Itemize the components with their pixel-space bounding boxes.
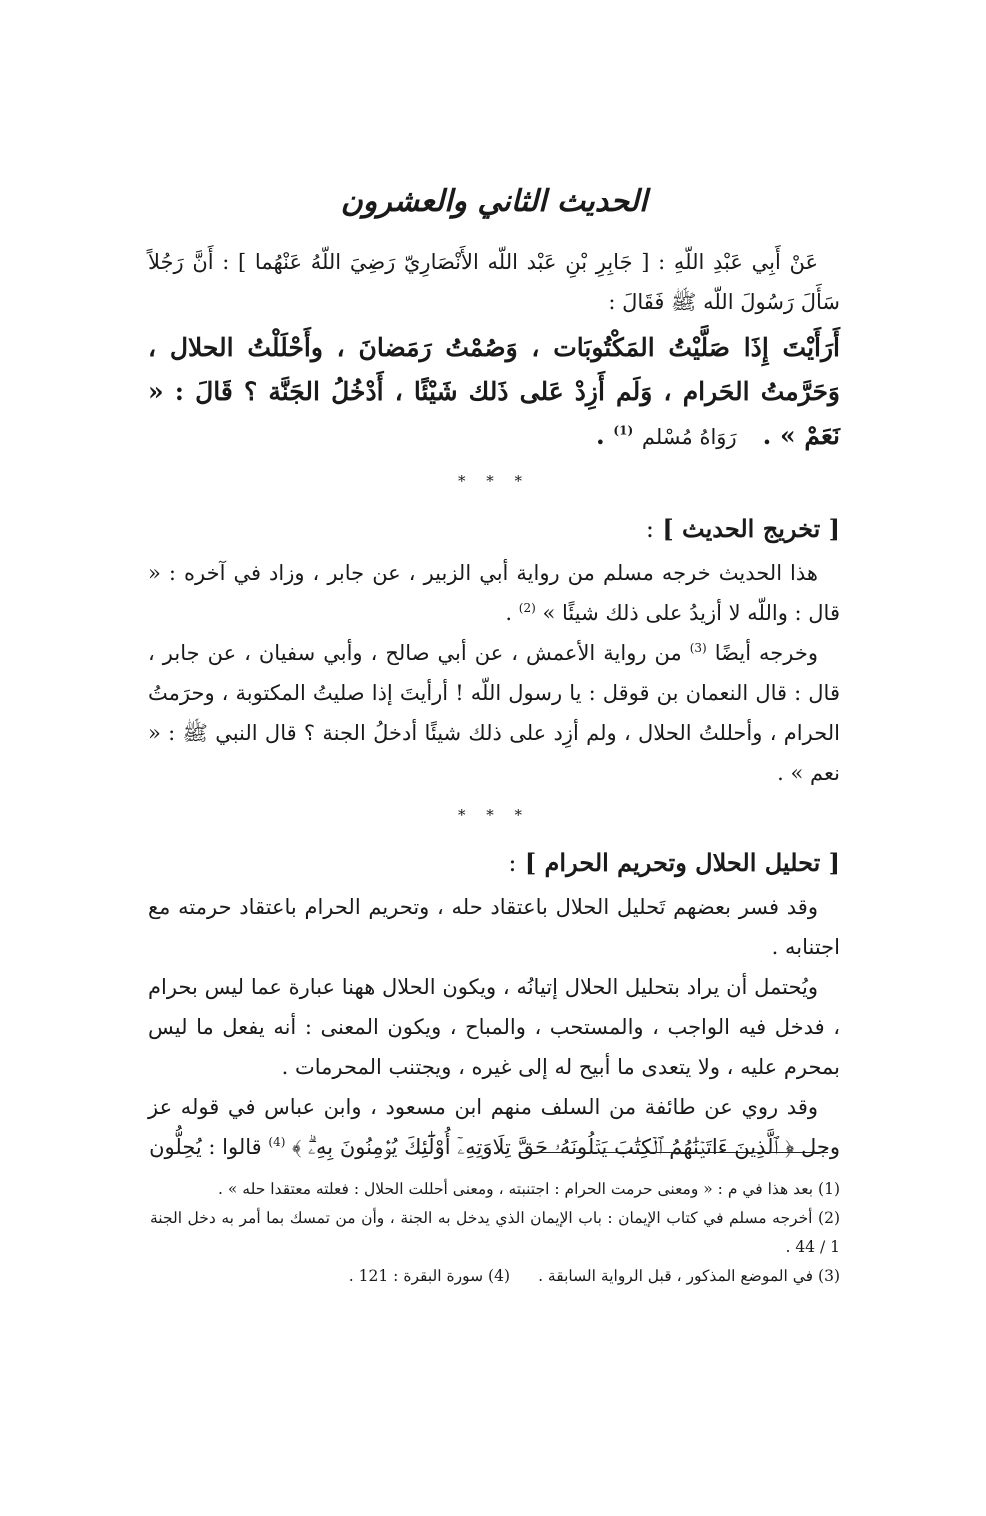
isnad-paragraph: عَنْ أَبِي عَبْدِ اللّهِ : [ جَابِرِ بْنِ عَبْد اللّه الأَنْصَارِيّ رَضِيَ اللّهُ عَنْهُما ] : أَنَّ رَجُلاً سَأَلَ رَسُولَ اللّه ﷺ فَقَالَ : bbox=[148, 250, 840, 314]
footnote-4: (4) سورة البقرة : 121 . bbox=[348, 1267, 510, 1285]
section-heading-tahlil bbox=[148, 843, 840, 883]
tahlil-paragraph-2: ويُحتمل أن يراد بتحليل الحلال إتيانُه ، ويكون الحلال ههنا عبارة عما ليس بحرام ، فدخل فيه الواجب ، والمستحب ، والمباح ، ويكون المعنى : أنه يفعل ما ليس بمحرم عليه ، ولا يتعدى ما أبيح له إلى غيره ، ويجتنب المحرمات . bbox=[148, 975, 840, 1079]
separator-stars-2: * * * bbox=[457, 806, 531, 824]
hadith-title: الحديث الثاني والعشرون bbox=[340, 184, 648, 219]
section-heading-takhrij bbox=[148, 509, 840, 549]
footnote-1: (1) بعد هذا في م : « ومعنى حرمت الحرام : اجتنبته ، ومعنى أحللت الحلال : فعلته معتقدا حله » . bbox=[218, 1180, 840, 1198]
footnote-ref-3[interactable]: (3) bbox=[689, 641, 707, 655]
matn-text: أَرَأَيْتَ إِذَا صَلَّيْتُ المَكْتُوبَات ، وَصُمْتُ رَمَضانَ ، وأَحْلَلْتُ الحلال ، وَحَرَّمتُ الحَرام ، وَلَم أَزِدْ عَلى ذَلك شَيْئًا ، أَدْخُلُ الجَنَّة ؟ قَالَ : « نَعَمْ » . bbox=[148, 333, 840, 450]
footnote-divider bbox=[520, 1152, 828, 1153]
tahlil-p3-end: قالوا : يُحِلُّون bbox=[149, 1135, 262, 1159]
takhrij-p1-end: . bbox=[505, 601, 513, 625]
takhrij-paragraph-2 bbox=[148, 633, 840, 793]
takhrij-p2-rest: من رواية الأعمش ، عن أبي صالح ، وأبي سفيان ، عن جابر ، قال : قال النعمان بن قوقل : يا رسول اللّه ! أرأيتَ إذا صليتُ المكتوبة ، وحرَمتُ الحرام ، وأحللتُ الحلال ، ولم أزِد على ذلك شيئًا أدخلُ الجنة ؟ قال النبي ﷺ : « نعم » . bbox=[148, 641, 840, 785]
takhrij-p1-text: هذا الحديث خرجه مسلم من رواية أبي الزبير ، عن جابر ، وزاد في آخره : « قال : واللّه لا أزيدُ على ذلك شيئًا » bbox=[148, 561, 840, 625]
tahlil-paragraph-1: وقد فسر بعضهم تَحليل الحلال باعتقاد حله ، وتحريم الحرام باعتقاد حرمته مع اجتنابه . bbox=[148, 895, 840, 959]
section-heading-takhrij-colon: : bbox=[645, 515, 654, 543]
rawah-text: رَوَاهُ مُسْلم bbox=[641, 425, 737, 449]
footnote-3: (3) في الموضع المذكور ، قبل الرواية السابقة . bbox=[538, 1267, 840, 1285]
footnote-row-3-4 bbox=[150, 1262, 840, 1291]
matn-paragraph bbox=[148, 326, 840, 459]
takhrij-paragraph-1 bbox=[148, 553, 840, 633]
takhrij-p2-start: وخرجه أيضًا bbox=[714, 641, 818, 665]
section-heading-tahlil-text: [ تحليل الحلال وتحريم الحرام ] bbox=[524, 848, 840, 877]
page-body bbox=[148, 180, 840, 1167]
matn-end: . bbox=[595, 421, 605, 450]
footnote-2: (2) أخرجه مسلم في كتاب الإيمان : باب الإيمان الذي يدخل به الجنة ، وأن من تمسك بما أمر به دخل الجنة 1 / 44 . bbox=[150, 1209, 840, 1256]
tahlil-p3-start: وقد روي عن طائفة من السلف منهم ابن مسعود ، وابن عباس في قوله عز وجل bbox=[148, 1095, 840, 1159]
footnote-ref-2[interactable]: (2) bbox=[518, 601, 536, 615]
tahlil-paragraph-3 bbox=[148, 1087, 840, 1167]
section-heading-tahlil-colon: : bbox=[508, 849, 517, 877]
separator-stars-1: * * * bbox=[457, 472, 531, 490]
footnote-ref-1[interactable]: (1) bbox=[613, 423, 634, 438]
quran-verse: ﴿ ٱلَّذِينَ ءَاتَيۡنَٰهُمُ ٱلۡكِتَٰبَ يَتۡلُونَهُۥ حَقَّ تِلَاوَتِهِۦٓ أُوْلَٰٓئِكَ يُؤۡمِنُونَ بِهِۦۗ ﴾ bbox=[292, 1135, 795, 1159]
footnotes bbox=[150, 1175, 840, 1291]
footnote-ref-4[interactable]: (4) bbox=[268, 1135, 286, 1149]
section-heading-takhrij-text: [ تخريج الحديث ] bbox=[662, 514, 840, 543]
